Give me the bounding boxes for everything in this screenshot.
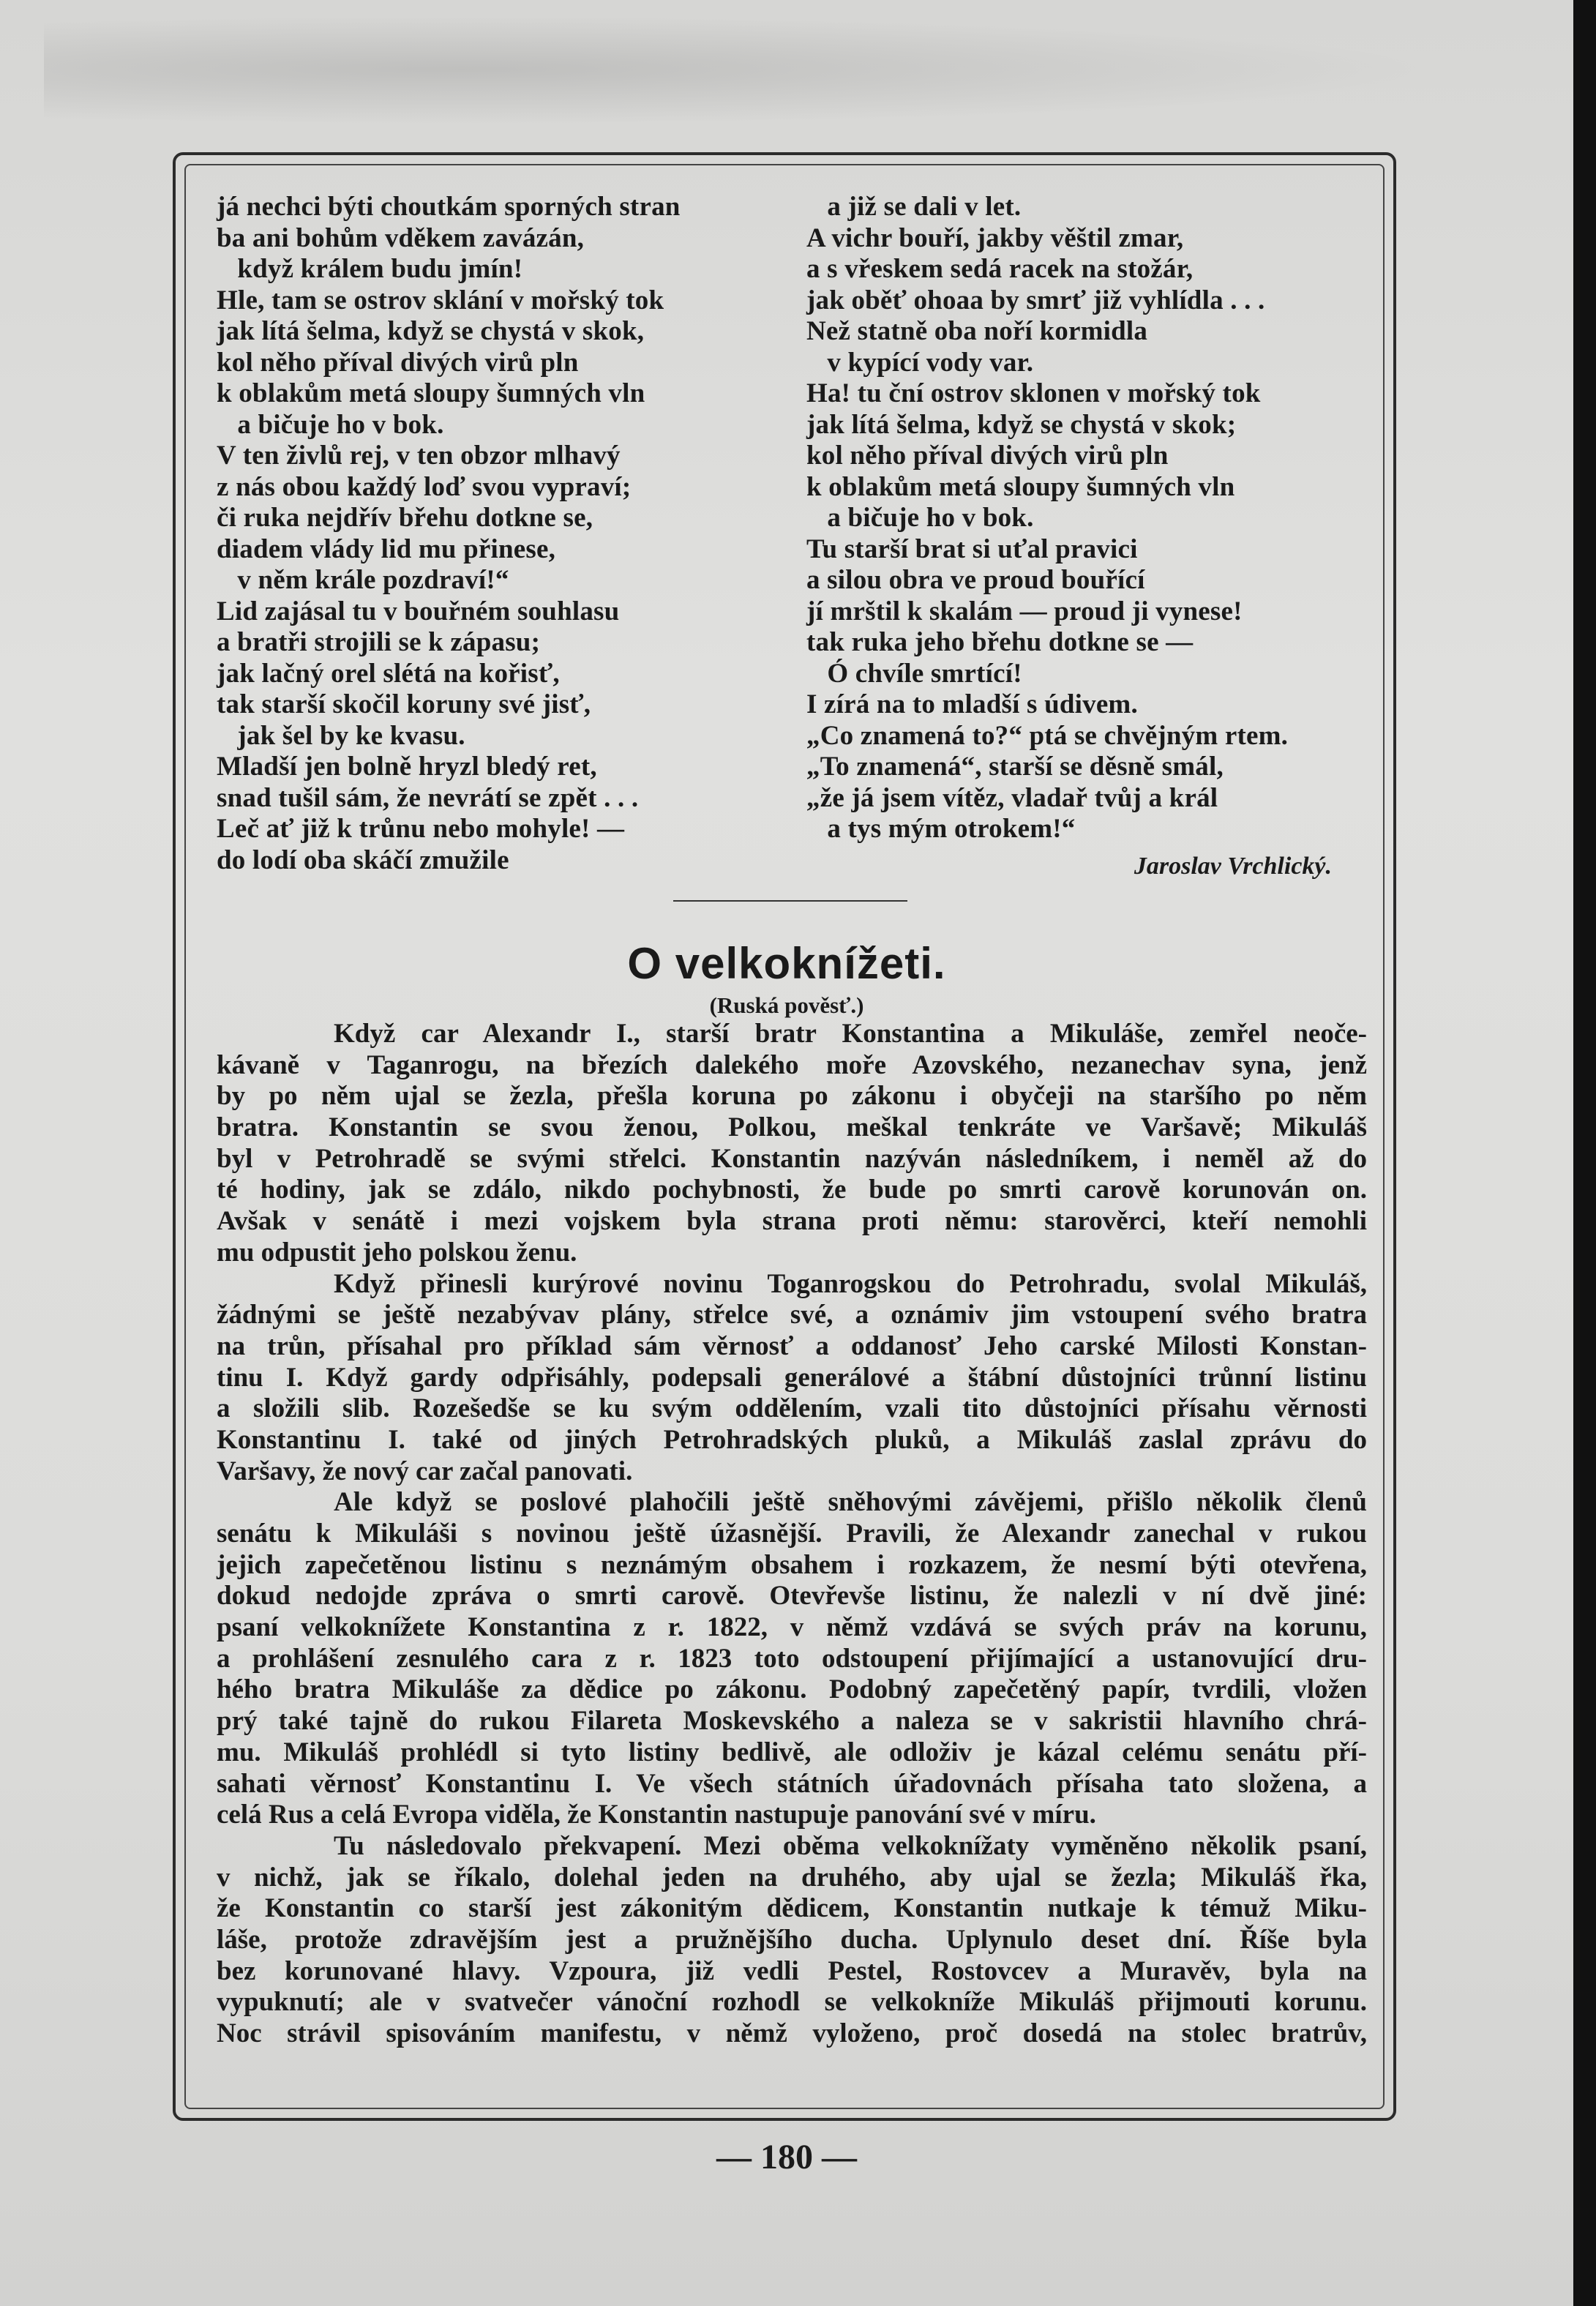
poem-line: jak lítá šelma, když se chystá v skok;: [806, 409, 1237, 440]
poem-line: kol něho příval divých virů pln: [806, 441, 1169, 471]
body-line: na trůn, přísahal pro příklad sám věrnosť a oddanosť Jeho carské Milosti Konstan-: [217, 1330, 1367, 1361]
poem-line: já nechci býti choutkám sporných stran: [217, 192, 681, 222]
poem-line: tak ruka jeho břehu dotkne se —: [806, 627, 1194, 657]
body-line: sahati věrnosť Konstantinu I. Ve všech státních úřadovnách přísaha tato složena, a: [217, 1768, 1367, 1799]
poem-line: Hle, tam se ostrov sklání v mořský tok: [217, 285, 664, 315]
poem-line: a již se dali v let.: [806, 192, 1022, 222]
poem-line: „To znamená“, starší se děsně smál,: [806, 752, 1224, 782]
body-line: senátu k Mikuláši s novinou ještě úžasnější. Pravili, že Alexandr zanechal v rukou: [217, 1519, 1367, 1549]
poem-line: jí mrštil k skalám — proud ji vynese!: [806, 596, 1243, 626]
poem-line: do lodí oba skáčí zmužile: [217, 845, 509, 875]
body-line: že Konstantin co starší jest zákonitým dědicem, Konstantin nutkaje k témuž Miku-: [217, 1893, 1367, 1924]
poem-line: či ruka nejdřív břehu dotkne se,: [217, 503, 593, 533]
poem-line: Ha! tu ční ostrov sklonen v mořský tok: [806, 378, 1261, 408]
body-line: Ale když se poslové plahočili ještě sněhovými závějemi, přišlo několik členů: [334, 1487, 1367, 1518]
poem-line: V ten živlů rej, v ten obzor mlhavý: [217, 441, 621, 471]
poem-signature: Jaroslav Vrchlický.: [1134, 853, 1332, 880]
poem-line: když králem budu jmín!: [217, 254, 523, 284]
poem-line: z nás obou každý loď svou vypraví;: [217, 471, 632, 502]
poem-line: jak lačný orel slétá na kořisť,: [217, 658, 560, 689]
body-line: té hodiny, jak se zdálo, nikdo pochybnosti, že bude po smrti carově korunován on.: [217, 1175, 1367, 1205]
body-line: psaní velkoknížete Konstantina z r. 1822, v němž vzdává se svých práv na korunu,: [217, 1612, 1367, 1643]
body-line: tinu I. Když gardy odpřisáhly, podepsali generálové a štábní důstojníci trůnní listinu: [217, 1362, 1367, 1393]
poem-line: k oblakům metá sloupy šumných vln: [806, 471, 1235, 502]
poem-line: v kypící vody var.: [806, 347, 1034, 378]
poem-line: v něm krále pozdraví!“: [217, 565, 509, 595]
poem-line: a s vřeskem sedá racek na stožár,: [806, 254, 1194, 284]
article-body: [217, 1019, 1367, 2050]
body-line: hého bratra Mikuláše za dědice po zákonu. Podobný zapečetěný papír, tvrdili, vložen: [217, 1674, 1367, 1705]
body-line: vypuknutí; ale v svatvečer vánoční rozhodl se velkokníže Mikuláš přijmouti korunu.: [217, 1987, 1367, 2018]
poem-line: jak lítá šelma, když se chystá v skok,: [217, 316, 645, 346]
article-subtitle: (Ruská pověsť.): [709, 992, 864, 1018]
poem-line: jak oběť ohoaa by smrť již vyhlídla . . .: [806, 285, 1265, 315]
poem-line: Lid zajásal tu v bouřném souhlasu: [217, 596, 620, 626]
poem-line: jak šel by ke kvasu.: [217, 720, 465, 751]
body-line: Když car Alexandr I., starší bratr Konstantina a Mikuláše, zemřel neoče-: [334, 1019, 1367, 1049]
body-line: mu odpustit jeho polskou ženu.: [217, 1237, 577, 1268]
section-divider: [673, 900, 907, 902]
body-line: prý také tajně do rukou Filareta Moskevského a naleza se v sakristii hlavního chrá-: [217, 1706, 1367, 1737]
body-line: celá Rus a celá Evropa viděla, že Konstantin nastupuje panování své v míru.: [217, 1800, 1096, 1830]
poem-line: Než statně oba noří kormidla: [806, 316, 1148, 346]
body-line: jejich zapečetěnou listinu s neznámým obsahem i rozkazem, že nesmí býti otevřena,: [217, 1549, 1367, 1580]
poem-line: a bratři strojili se k zápasu;: [217, 627, 541, 657]
body-line: byl v Petrohradě se svými střelci. Konstantin nazýván následníkem, i neměl až do: [217, 1143, 1367, 1174]
body-line: Varšavy, že nový car začal panovati.: [217, 1456, 633, 1486]
body-line: Noc strávil spisováním manifestu, v němž vyloženo, proč dosedá na stolec bratrův,: [217, 2018, 1367, 2048]
body-line: by po něm ujal se žezla, přešla koruna po zákonu i obyčeji na staršího po něm: [217, 1081, 1367, 1112]
body-line: kávaně v Taganrogu, na březích dalekého moře Azovského, nezanechav syna, jenž: [217, 1049, 1367, 1080]
book-spine-edge: [1573, 0, 1596, 2306]
poem-line: diadem vlády lid mu přinese,: [217, 534, 556, 564]
poem-line: kol něho příval divých virů pln: [217, 347, 579, 378]
body-line: v nichž, jak se říkalo, dolehal jeden na druhého, aby ujal se žezla; Mikuláš řka,: [217, 1862, 1367, 1893]
poem-line: tak starší skočil koruny své jisť,: [217, 689, 591, 719]
poem-line: a silou obra ve proud bouřící: [806, 565, 1145, 595]
body-line: Avšak v senátě i mezi vojskem byla strana proti němu: starověrci, kteří nemohli: [217, 1206, 1367, 1237]
poem-line: a bičuje ho v bok.: [806, 503, 1034, 533]
poem-line: Mladší jen bolně hryzl bledý ret,: [217, 752, 597, 782]
poem-line: a tys mým otrokem!“: [806, 814, 1076, 844]
poem-line: a bičuje ho v bok.: [217, 409, 444, 440]
body-line: dokud nedojde zpráva o smrti carově. Otevřevše listinu, že nalezli v ní dvě jiné:: [217, 1581, 1367, 1611]
page-stain: [44, 15, 1434, 124]
poem-left-column: [217, 192, 773, 876]
body-line: mu. Mikuláš prohlédl si tyto listiny bedlivě, ale odloživ je kázal celému senátu pří-: [217, 1737, 1367, 1767]
body-line: láše, protože zdravějším jest a pružnějšího ducha. Uplynulo deset dní. Říše byla: [217, 1924, 1367, 1955]
body-line: bratra. Konstantin se svou ženou, Polkou, meškal tenkráte ve Varšavě; Mikuláš: [217, 1112, 1367, 1143]
poem-right-column: [806, 192, 1377, 845]
body-line: a složili slib. Rozešedše se ku svým oddělením, vzali tito důstojníci přísahu věrnosti: [217, 1393, 1367, 1424]
page-number: — 180 —: [716, 2138, 857, 2176]
poem-line: „že já jsem vítěz, vladař tvůj a král: [806, 782, 1218, 813]
body-line: Konstantinu I. také od jiných Petrohradských pluků, a Mikuláš zaslal zprávu do: [217, 1424, 1367, 1455]
poem-line: „Co znamená to?“ ptá se chvějným rtem.: [806, 720, 1289, 751]
poem-line: A vichr bouří, jakby věštil zmar,: [806, 222, 1184, 253]
body-line: žádnými se ještě nezabývav plány, střelce své, a oznámiv jim vstoupení svého bratra: [217, 1300, 1367, 1330]
body-line: Když přinesli kurýrové novinu Toganrogskou do Petrohradu, svolal Mikuláš,: [334, 1268, 1367, 1299]
poem-line: Ó chvíle smrtící!: [806, 658, 1022, 689]
poem-line: Tu starší brat si uťal pravici: [806, 534, 1138, 564]
body-line: bez korunované hlavy. Vzpoura, již vedli Pestel, Rostovcev a Muravěv, byla na: [217, 1955, 1367, 1986]
article-title: O velkoknížeti.: [627, 939, 946, 988]
poem-line: ba ani bohům vděkem zavázán,: [217, 222, 585, 253]
poem-line: I zírá na to mladší s údivem.: [806, 689, 1138, 719]
poem-line: Leč ať již k trůnu nebo mohyle! —: [217, 814, 625, 844]
body-line: Tu následovalo překvapení. Mezi oběma velkoknížaty vyměněno několik psaní,: [334, 1830, 1367, 1861]
poem-line: k oblakům metá sloupy šumných vln: [217, 378, 645, 408]
poem-line: snad tušil sám, že nevrátí se zpět . . .: [217, 782, 639, 813]
body-line: a prohlášení zesnulého cara z r. 1823 toto odstoupení přijímající a ustanovující dru-: [217, 1643, 1367, 1674]
